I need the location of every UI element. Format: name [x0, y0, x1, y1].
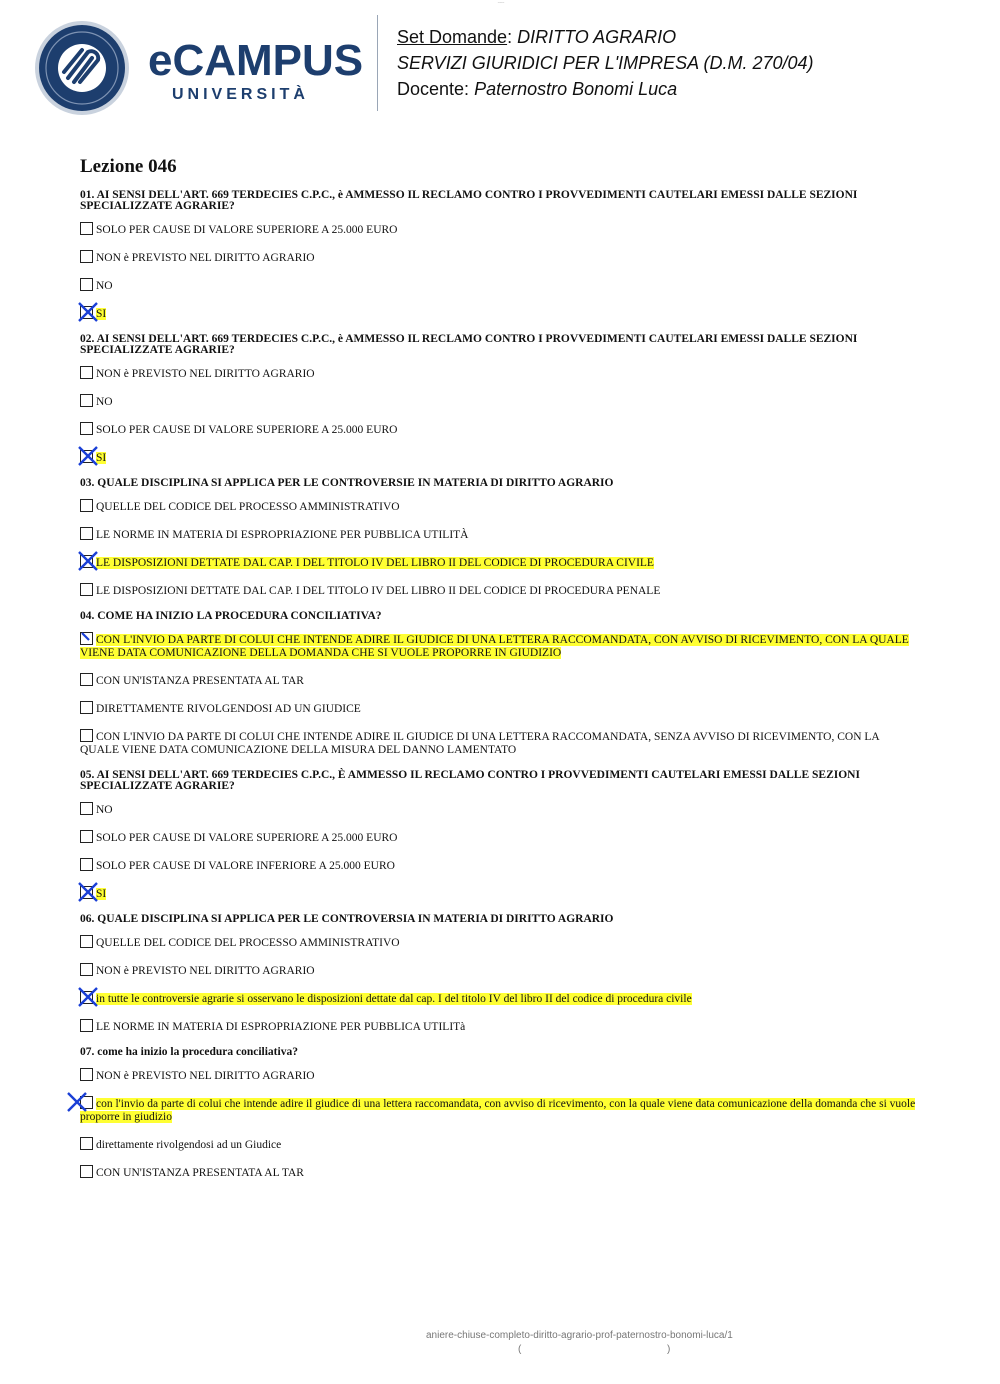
option-text: NON è PREVISTO NEL DIRITTO AGRARIO [96, 368, 315, 380]
answer-option[interactable] [80, 499, 920, 514]
checkbox[interactable] [80, 1019, 93, 1032]
footer-paren-open: ( [518, 1344, 522, 1355]
header-divider [377, 15, 378, 111]
checkbox[interactable] [80, 394, 93, 407]
option-text: SOLO PER CAUSE DI VALORE SUPERIORE A 25.000 EURO [96, 224, 398, 236]
checkbox[interactable] [80, 222, 93, 235]
question-text: 01. AI SENSI DELL'ART. 669 TERDECIES C.P.C., è AMMESSO IL RECLAMO CONTRO I PROVVEDIMENTI CAUTELARI EMESSI DALLE SEZIONI SPECIALIZZATE AGRARIE? [80, 189, 858, 212]
option-text: LE DISPOSIZIONI DETTATE DAL CAP. I DEL TITOLO IV DEL LIBRO II DEL CODICE DI PROCEDURA CIVILE [96, 557, 654, 569]
answer-option[interactable] [80, 1165, 920, 1180]
option-text: QUELLE DEL CODICE DEL PROCESSO AMMINISTRATIVO [96, 937, 400, 949]
question-04 [80, 611, 920, 757]
answer-option[interactable] [80, 1068, 920, 1083]
answer-option-correct[interactable] [80, 991, 920, 1006]
cross-mark-icon [77, 881, 99, 903]
option-text: direttamente rivolgendosi ad un Giudice [96, 1139, 282, 1151]
answer-option[interactable] [80, 1137, 920, 1152]
answer-option-correct[interactable] [80, 306, 920, 321]
option-text: CON UN'ISTANZA PRESENTATA AL TAR [96, 675, 304, 687]
answer-option[interactable] [80, 1019, 920, 1034]
subject: DIRITTO AGRARIO [517, 27, 677, 47]
course: SERVIZI GIURIDICI PER L'IMPRESA (D.M. 270/04) [397, 53, 814, 73]
checkbox[interactable] [80, 858, 93, 871]
option-text: SI [96, 888, 107, 900]
question-text: 06. QUALE DISCIPLINA SI APPLICA PER LE CONTROVERSIA IN MATERIA DI DIRITTO AGRARIO [80, 913, 614, 925]
checkbox[interactable] [80, 250, 93, 263]
lesson-title: Lezione 046 [80, 156, 177, 177]
question-05 [80, 770, 920, 901]
question-text: 07. come ha inizio la procedura conciliativa? [80, 1046, 298, 1058]
checkbox[interactable] [80, 583, 93, 596]
teacher-name: Paternostro Bonomi Luca [474, 79, 678, 99]
option-text: SOLO PER CAUSE DI VALORE SUPERIORE A 25.000 EURO [96, 832, 398, 844]
page-header [0, 0, 1000, 120]
cross-mark-icon [77, 550, 99, 572]
question-text: 03. QUALE DISCIPLINA SI APPLICA PER LE CONTROVERSIE IN MATERIA DI DIRITTO AGRARIO [80, 477, 614, 489]
option-text: QUELLE DEL CODICE DEL PROCESSO AMMINISTRATIVO [96, 501, 400, 513]
answer-option[interactable] [80, 701, 920, 716]
question-02 [80, 334, 920, 465]
answer-option[interactable] [80, 583, 920, 598]
checkbox[interactable] [80, 1165, 93, 1178]
answer-option[interactable] [80, 250, 920, 265]
question-text: 02. AI SENSI DELL'ART. 669 TERDECIES C.P.C., è AMMESSO IL RECLAMO CONTRO I PROVVEDIMENTI CAUTELARI EMESSI DALLE SEZIONI SPECIALIZZATE AGRARIE? [80, 333, 858, 356]
checkbox[interactable] [80, 673, 93, 686]
answer-option-correct[interactable] [80, 886, 920, 901]
checkbox[interactable] [80, 422, 93, 435]
answer-option[interactable] [80, 935, 920, 950]
answer-option[interactable] [80, 830, 920, 845]
question-06 [80, 914, 920, 1034]
option-text: LE NORME IN MATERIA DI ESPROPRIAZIONE PER PUBBLICA UTILITÀ [96, 529, 469, 541]
option-text: SI [96, 452, 107, 464]
top-mark: ~~~ [497, 0, 505, 5]
answer-option-correct[interactable] [80, 1096, 920, 1124]
answer-option[interactable] [80, 729, 920, 757]
checkbox[interactable] [80, 366, 93, 379]
answer-option[interactable] [80, 673, 920, 688]
set-label: Set Domande [397, 27, 508, 47]
option-text: SOLO PER CAUSE DI VALORE INFERIORE A 25.000 EURO [96, 860, 395, 872]
option-text: SOLO PER CAUSE DI VALORE SUPERIORE A 25.000 EURO [96, 424, 398, 436]
checkbox[interactable] [80, 935, 93, 948]
option-text: in tutte le controversie agrarie si osservano le disposizioni dettate dal cap. I del titolo IV del libro II del codice di procedura civile [96, 993, 692, 1005]
question-03 [80, 478, 920, 598]
option-text: DIRETTAMENTE RIVOLGENDOSI AD UN GIUDICE [96, 703, 361, 715]
answer-option-correct[interactable] [80, 632, 920, 660]
answer-option[interactable] [80, 222, 920, 237]
cross-mark-icon [77, 301, 99, 323]
option-text: LE NORME IN MATERIA DI ESPROPRIAZIONE PER PUBBLICA UTILITà [96, 1021, 466, 1033]
option-text: LE DISPOSIZIONI DETTATE DAL CAP. I DEL TITOLO IV DEL LIBRO II DEL CODICE DI PROCEDURA PENALE [96, 585, 661, 597]
answer-option[interactable] [80, 858, 920, 873]
question-text: 05. AI SENSI DELL'ART. 669 TERDECIES C.P.C., È AMMESSO IL RECLAMO CONTRO I PROVVEDIMENTI CAUTELARI EMESSI DALLE SEZIONI SPECIALIZZATE AGRARIE? [80, 769, 860, 792]
checkbox[interactable] [80, 729, 93, 742]
brand-subtitle: UNIVERSITÀ [172, 86, 309, 103]
cross-mark-icon [77, 986, 99, 1008]
answer-option[interactable] [80, 802, 920, 817]
answer-option[interactable] [80, 963, 920, 978]
answer-option-correct[interactable] [80, 555, 920, 570]
checkbox[interactable] [80, 701, 93, 714]
cross-mark-icon [77, 445, 99, 467]
ecampus-wordmark [148, 38, 368, 108]
option-text: NON è PREVISTO NEL DIRITTO AGRARIO [96, 965, 315, 977]
checkbox[interactable] [80, 830, 93, 843]
footer-path: aniere-chiuse-completo-diritto-agrario-prof-paternostro-bonomi-luca/1 [426, 1330, 733, 1341]
check-mark-icon [77, 627, 99, 649]
brand-name: eCAMPUS [148, 36, 364, 85]
option-text: CON UN'ISTANZA PRESENTATA AL TAR [96, 1167, 304, 1179]
option-text: NO [96, 804, 113, 816]
checkbox[interactable] [80, 278, 93, 291]
checkbox[interactable] [80, 963, 93, 976]
footer-paren-close: ) [667, 1344, 671, 1355]
answer-option[interactable] [80, 366, 920, 381]
option-text: NO [96, 280, 113, 292]
checkbox[interactable] [80, 802, 93, 815]
ecampus-seal-logo [34, 20, 130, 116]
checkbox[interactable] [80, 1137, 93, 1150]
option-text: NO [96, 396, 113, 408]
checkbox[interactable] [80, 1068, 93, 1081]
answer-option[interactable] [80, 278, 920, 293]
option-text: NON è PREVISTO NEL DIRITTO AGRARIO [96, 252, 315, 264]
answer-option-correct[interactable] [80, 450, 920, 465]
option-text: con l'invio da parte di colui che intende adire il giudice di una lettera raccomandata, con avviso di ricevimento, con la quale viene data comunicazione della domanda che si vuole proporre in giudizio [80, 1098, 916, 1123]
option-text: CON L'INVIO DA PARTE DI COLUI CHE INTENDE ADIRE IL GIUDICE DI UNA LETTERA RACCOMANDATA, SENZA AVVISO DI RICEVIMENTO, CON LA QUALE VIENE DATA COMUNICAZIONE DELLA MISURA DEL DANNO LAMENTATO [80, 731, 880, 756]
answer-option[interactable] [80, 527, 920, 542]
cross-mark-icon [66, 1091, 88, 1113]
header-info: Set Domande: DIRITTO AGRARIO SERVIZI GIURIDICI PER L'IMPRESA (D.M. 270/04) Docente: Paternostro Bonomi Luca [397, 27, 814, 99]
question-07 [80, 1047, 920, 1180]
questions-content [80, 156, 920, 1193]
option-text: SI [96, 308, 107, 320]
option-text: NON è PREVISTO NEL DIRITTO AGRARIO [96, 1070, 315, 1082]
answer-option[interactable] [80, 422, 920, 437]
checkbox[interactable] [80, 527, 93, 540]
checkbox[interactable] [80, 499, 93, 512]
question-01 [80, 190, 920, 321]
question-text: 04. COME HA INIZIO LA PROCEDURA CONCILIATIVA? [80, 610, 382, 622]
teacher-label: Docente: [397, 79, 470, 99]
option-text: CON L'INVIO DA PARTE DI COLUI CHE INTENDE ADIRE IL GIUDICE DI UNA LETTERA RACCOMANDATA, CON AVVISO DI RICEVIMENTO, CON LA QUALE VIENE DATA COMUNICAZIONE DELLA DOMANDA CHE SI VUOLE PROPORRE IN GIUDIZIO [80, 634, 909, 659]
answer-option[interactable] [80, 394, 920, 409]
